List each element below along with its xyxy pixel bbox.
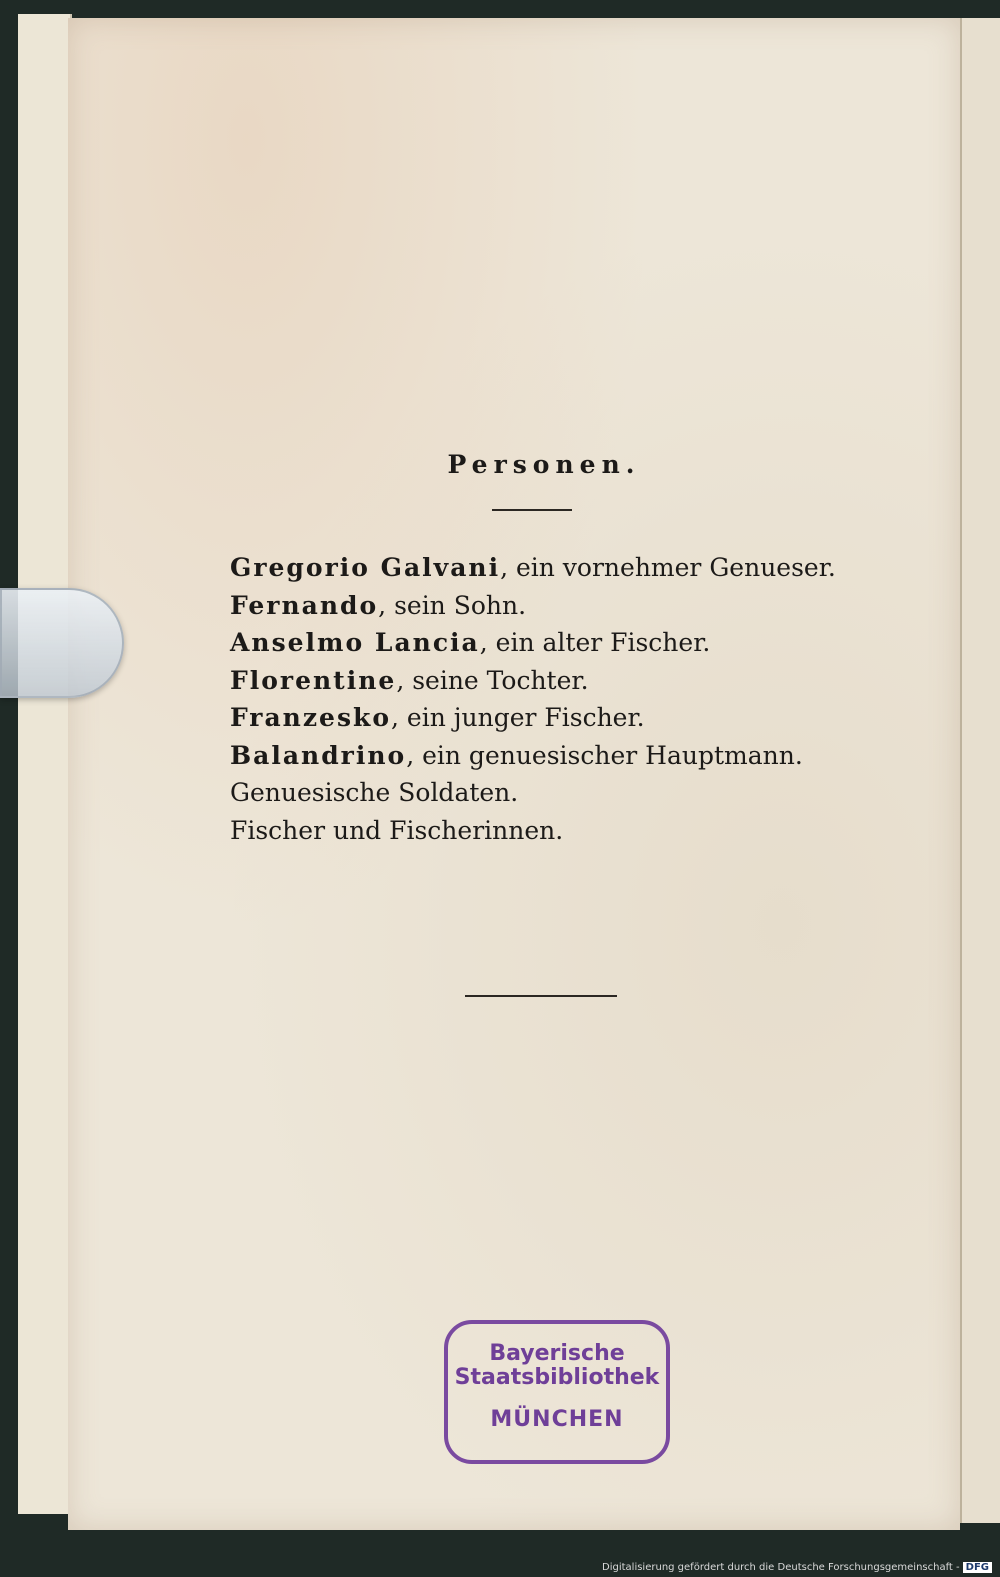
cast-desc: , ein alter Fischer. — [479, 628, 711, 657]
page-clip — [0, 588, 124, 698]
cast-item — [230, 587, 870, 625]
cast-item — [230, 699, 870, 737]
cast-desc: Genuesische Soldaten. — [230, 778, 519, 807]
cast-item — [230, 662, 870, 700]
cast-desc: , sein Sohn. — [378, 590, 527, 620]
cast-item — [230, 624, 870, 662]
heading-rule — [492, 509, 572, 511]
cast-list — [230, 549, 870, 849]
cast-desc: , ein junger Fischer. — [391, 703, 645, 732]
cast-item — [230, 812, 870, 850]
cast-role: Gregorio Galvani — [230, 553, 501, 582]
dfg-logo: DFG — [963, 1562, 992, 1573]
cast-role: Franzesko — [230, 703, 392, 732]
footer-text: Digitalisierung gefördert durch die Deutsche Forschungsgemeinschaft - — [602, 1562, 960, 1573]
stamp-line-1: Bayerische — [489, 1341, 625, 1366]
cast-item — [230, 774, 870, 812]
stamp-line-2: Staatsbibliothek — [454, 1365, 660, 1391]
library-stamp — [444, 1320, 670, 1464]
cast-item — [230, 737, 870, 775]
cast-desc: , seine Tochter. — [396, 665, 589, 695]
cast-desc: Fischer und Fischerinnen. — [230, 815, 564, 845]
cast-item — [230, 549, 870, 587]
stamp-line-3: MÜNCHEN — [490, 1407, 624, 1433]
digitization-footer — [602, 1562, 992, 1573]
book-right-edge — [960, 18, 1000, 1523]
cast-section — [230, 450, 870, 849]
cast-role: Fernando — [230, 590, 379, 620]
cast-role: Florentine — [230, 665, 397, 695]
cast-desc: , ein vornehmer Genueser. — [500, 553, 836, 582]
cast-role: Anselmo Lancia — [230, 628, 480, 657]
closing-rule — [465, 995, 617, 997]
cast-role: Balandrino — [230, 740, 407, 770]
page-heading: Personen. — [447, 450, 641, 479]
cast-desc: , ein genuesischer Hauptmann. — [406, 740, 803, 770]
book-left-edge — [18, 14, 72, 1514]
